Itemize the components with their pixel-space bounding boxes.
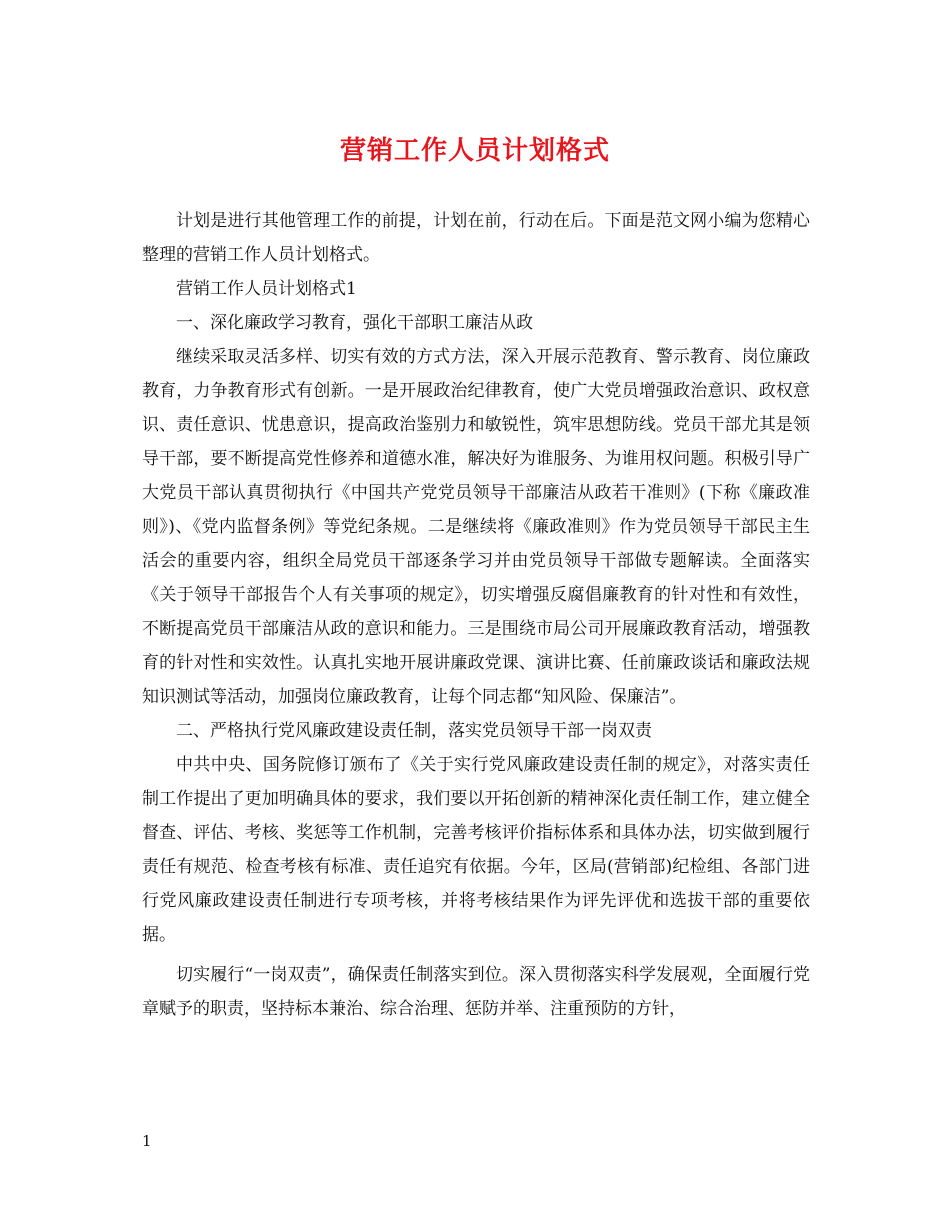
body-paragraph-1: 继续采取灵活多样、切实有效的方式方法，深入开展示范教育、警示教育、岗位廉政教育，力争教育形式有创新。一是开展政治纪律教育，使广大党员增强政治意识、政权意识、责任意识、忧患意识，提高政治鉴别力和敏锐性，筑牢思想防线。党员干部尤其是领导干部，要不断提高党性修养和道德水准，解决好为谁服务、为谁用权问题。积极引导广大党员干部认真贯彻执行《中国共产党党员领导干部廉洁从政若干准则》(下称《廉政准则》)、《党内监督条例》等党纪条规。二是继续将《廉政准则》作为党员领导干部民主生活会的重要内容，组织全局党员干部逐条学习并由党员领导干部做专题解读。全面落实《关于领导干部报告个人有关事项的规定》，切实增强反腐倡廉教育的针对性和有效性，不断提高党员干部廉洁从政的意识和能力。三是围绕市局公司开展廉政教育活动，增强教育的针对性和实效性。认真扎实地开展讲廉政党课、演讲比赛、任前廉政谈话和廉政法规知识测试等活动，加强岗位廉政教育，让每个同志都“知风险、保廉洁”。 bbox=[142, 347, 810, 707]
body-paragraph-3: 切实履行“一岗双责”，确保责任制落实到位。深入贯彻落实科学发展观，全面履行党章赋予的职责，坚持标本兼治、综合治理、惩防并举、注重预防的方针， bbox=[142, 965, 810, 1019]
section-heading-1: 一、深化廉政学习教育，强化干部职工廉洁从政 bbox=[176, 313, 533, 333]
page-number: 1 bbox=[142, 1132, 152, 1150]
document-title: 营销工作人员计划格式 bbox=[339, 136, 610, 166]
section-heading-2: 二、严格执行党风廉政建设责任制，落实党员领导干部一岗双责 bbox=[176, 721, 652, 741]
body-paragraph-2: 中共中央、国务院修订颁布了《关于实行党风廉政建设责任制的规定》，对落实责任制工作提出了更加明确具体的要求，我们要以开拓创新的精神深化责任制工作，建立健全督查、评估、考核、奖惩等工作机制，完善考核评价指标体系和具体办法，切实做到履行责任有规范、检查考核有标准、责任追究有依据。今年，区局(营销部)纪检组、各部门进行党风廉政建设责任制进行专项考核，并将考核结果作为评先评优和选拔干部的重要依据。 bbox=[142, 755, 810, 945]
document-body bbox=[142, 204, 810, 1026]
section-heading-plan-1: 营销工作人员计划格式1 bbox=[176, 279, 357, 299]
intro-paragraph: 计划是进行其他管理工作的前提，计划在前，行动在后。下面是范文网小编为您精心整理的营销工作人员计划格式。 bbox=[142, 211, 810, 265]
